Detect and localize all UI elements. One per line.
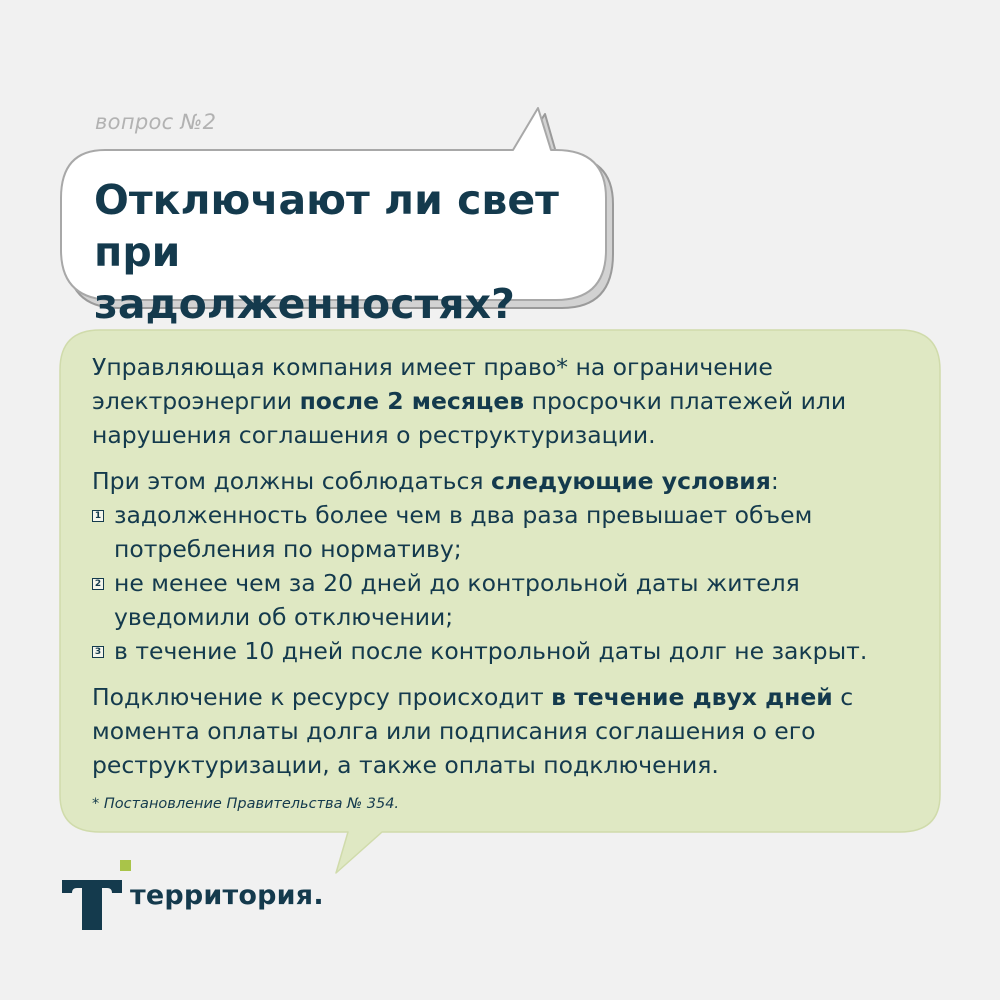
number-badge-icon: 1: [92, 510, 104, 522]
logo-accent-square: [120, 860, 131, 871]
number-badge-icon: 3: [92, 646, 104, 658]
number-badge-icon: 2: [92, 578, 104, 590]
condition-item-2: [92, 566, 932, 634]
condition-text: задолженность более чем в два раза превышает объем потребления по нормативу;: [114, 501, 813, 563]
highlight-two-days: в течение двух дней: [551, 683, 833, 711]
question-title: [94, 174, 614, 330]
condition-text: в течение 10 дней после контрольной даты долг не закрыт.: [114, 637, 868, 665]
condition-item-1: [92, 498, 932, 566]
question-title-line-1: Отключают ли свет: [94, 176, 559, 224]
condition-item-3: [92, 634, 932, 668]
answer-paragraph-2: При этом должны соблюдаться следующие условия:: [92, 467, 779, 495]
condition-text: не менее чем за 20 дней до контрольной даты жителя уведомили об отключении;: [114, 569, 800, 631]
territoriya-logo-icon: [60, 860, 140, 940]
brand-name: территория.: [130, 880, 324, 911]
answer-paragraph-3: Подключение к ресурсу происходит в течение двух дней с момента оплаты долга или подписания соглашения о его реструктуризации, а также оплаты подключения.: [92, 683, 854, 779]
answer-paragraph-1: Управляющая компания имеет право* на ограничение электроэнергии после 2 месяцев просрочки платежей или нарушения соглашения о реструктуризации.: [92, 353, 847, 449]
logo-t-shape: [62, 880, 122, 930]
highlight-conditions: следующие условия: [491, 467, 771, 495]
question-title-line-2: при задолженностях?: [94, 228, 515, 328]
question-number-label: вопрос №2: [95, 110, 217, 134]
highlight-two-months: после 2 месяцев: [299, 387, 525, 415]
conditions-list: [92, 498, 932, 668]
footnote: * Постановление Правительства № 354.: [92, 796, 400, 812]
answer-text: [92, 350, 932, 814]
